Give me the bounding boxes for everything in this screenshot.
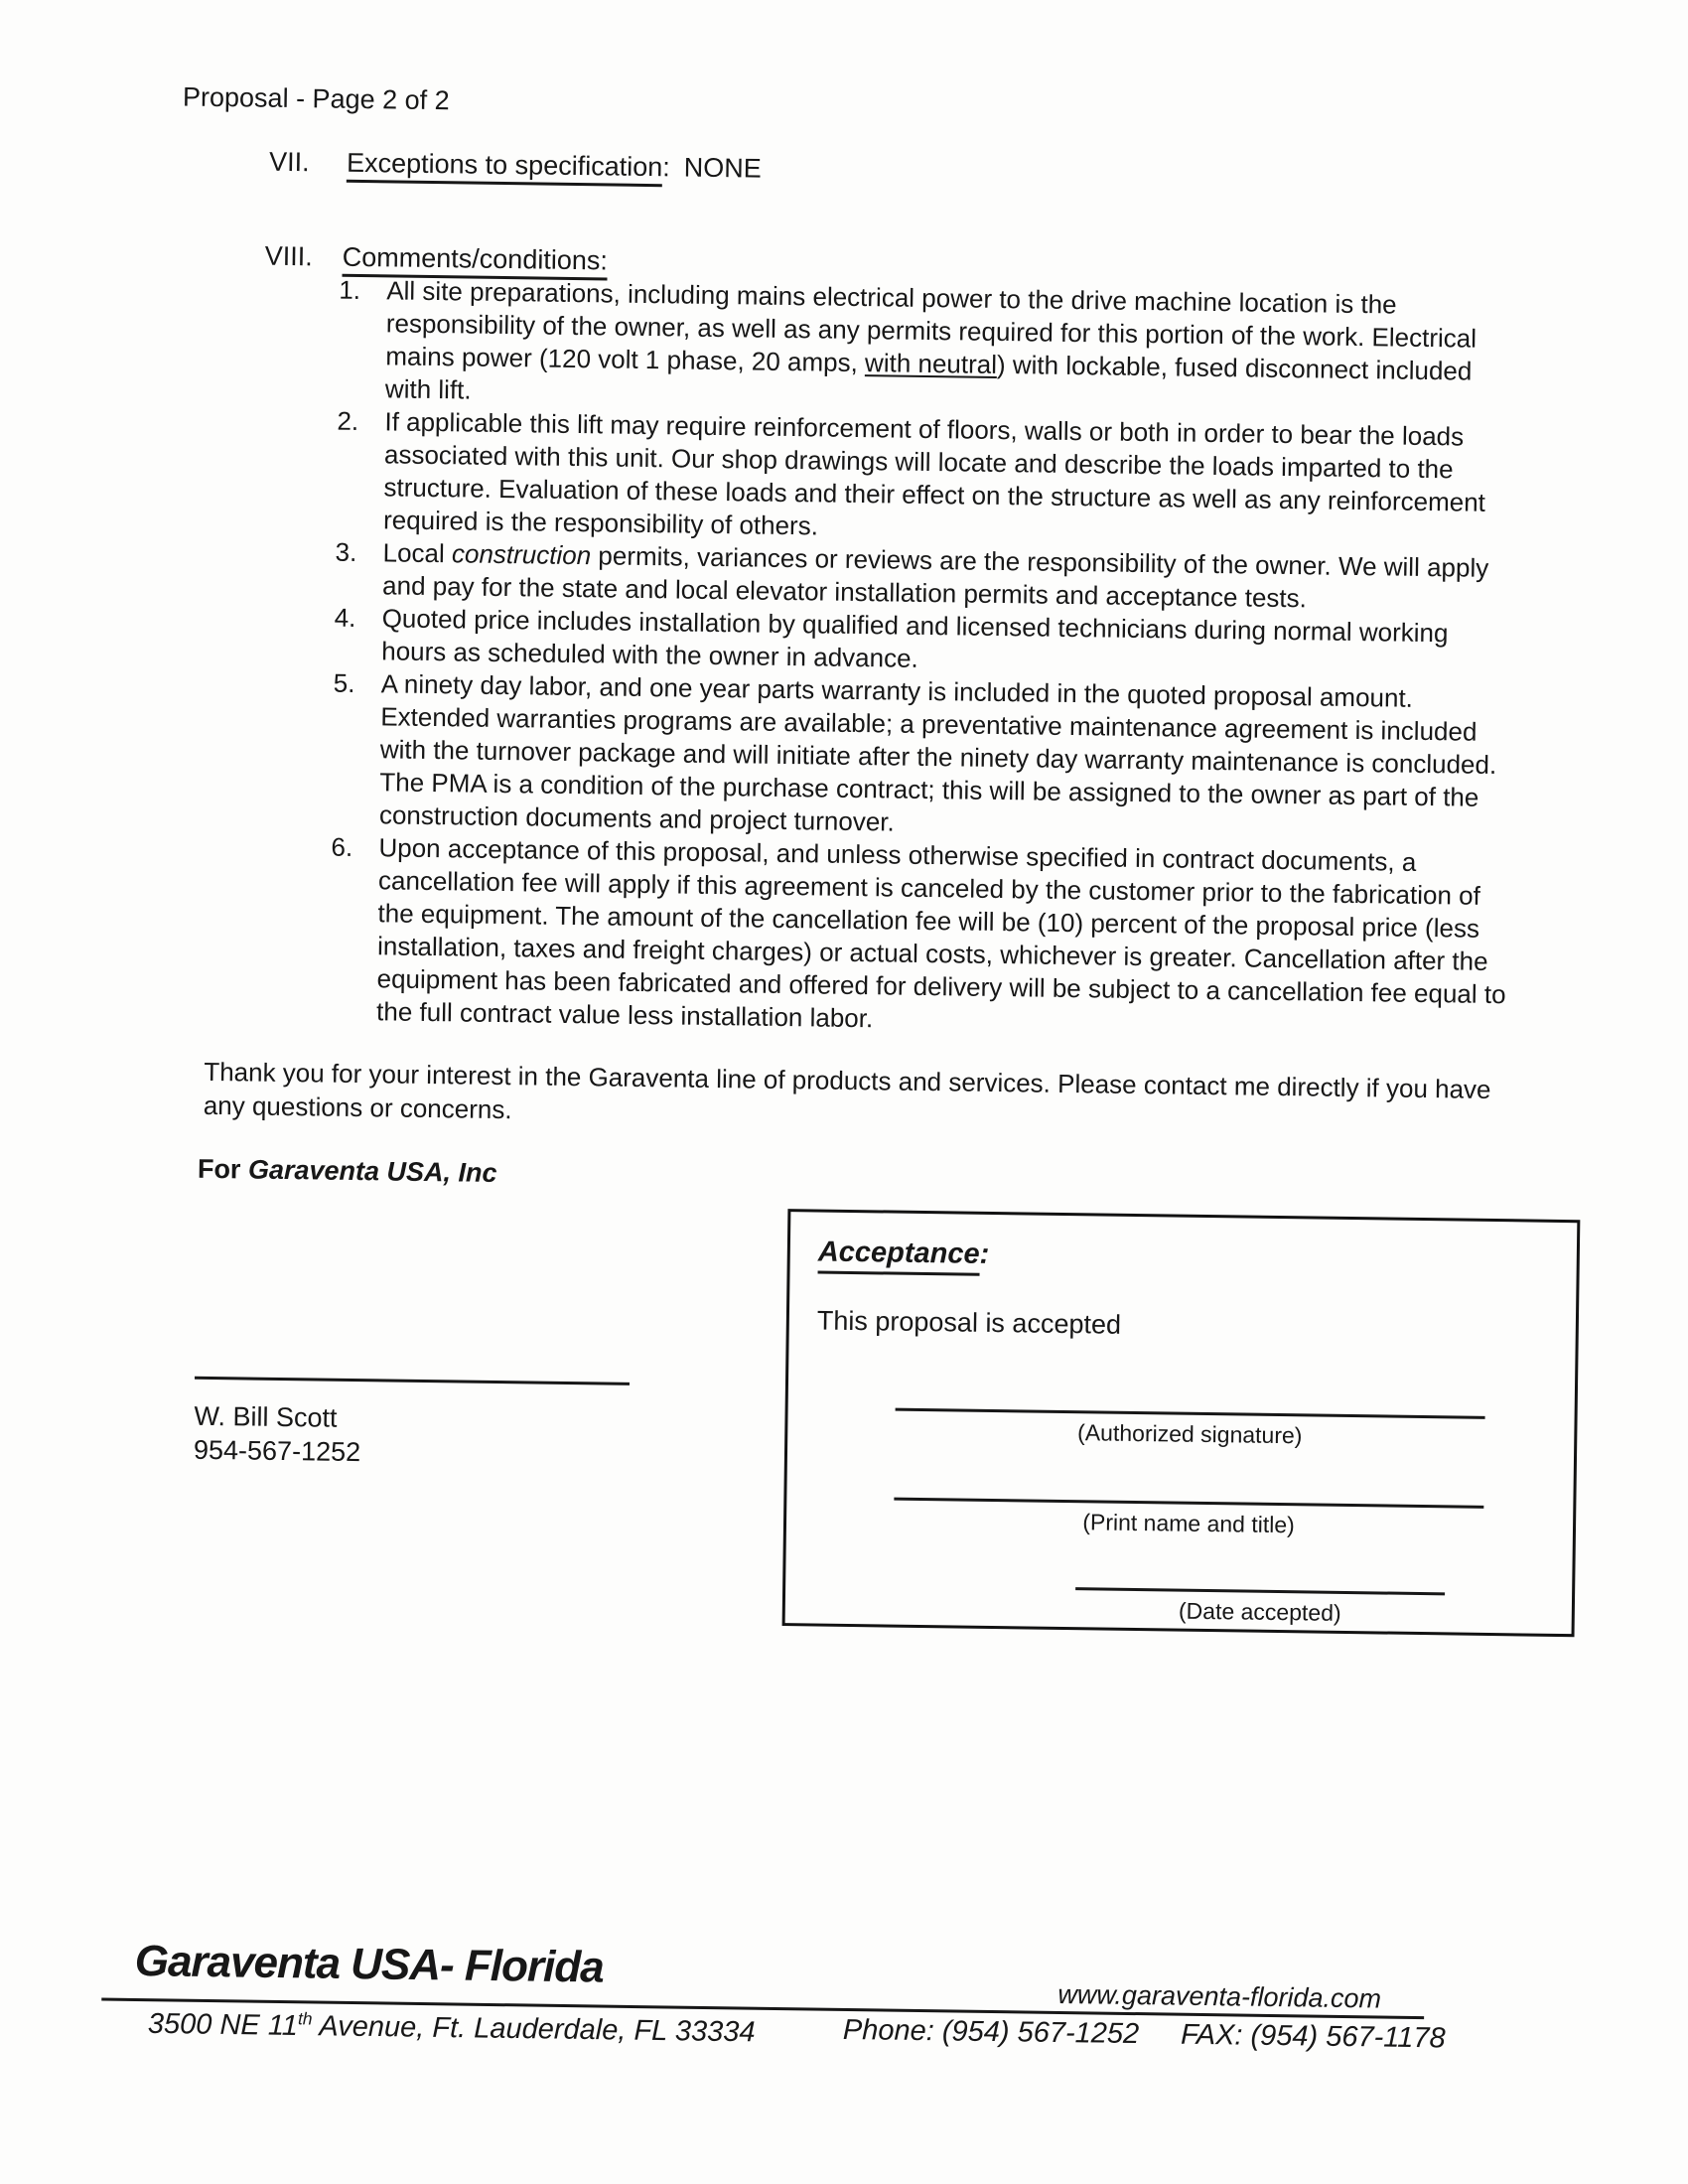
company-name: Garaventa USA, Inc xyxy=(247,1154,497,1188)
acceptance-title-colon: : xyxy=(979,1238,990,1270)
condition-item xyxy=(329,831,1513,1045)
condition-item xyxy=(332,667,1515,848)
condition-text-segment: ) with lockable, fused disconnect included with lift. xyxy=(384,349,1473,405)
acceptance-title xyxy=(818,1237,990,1271)
condition-text xyxy=(383,406,1485,540)
condition-text xyxy=(385,275,1477,404)
footer-address xyxy=(148,2006,756,2049)
condition-text xyxy=(382,537,1488,613)
condition-text-segment: Local xyxy=(382,537,453,569)
closing-paragraph: Thank you for your interest in the Garaventa line of products and services. Please contact me directly if you have any questions or concerns. xyxy=(203,1056,1491,1125)
footer-fax: FAX: (954) 567-1178 xyxy=(1180,2018,1446,2055)
condition-text-segment: A ninety day labor, and one year parts warranty is included in the quoted proposal amount. Extended warranties programs are available; a preventative maintenance agreement is included with the turnover package and will initiate after the ninety day warranty maintenance is concluded. The PMA is a condition of the purchase contract; this will be assigned to the owner as part of the construction documents and project turnover. xyxy=(378,668,1497,837)
signatory-signature-line xyxy=(195,1377,630,1385)
conditions-list xyxy=(329,274,1520,1045)
for-label: For xyxy=(197,1153,249,1185)
footer-address-number: 3500 NE 11 xyxy=(147,2007,299,2042)
condition-text xyxy=(376,832,1506,1033)
section-viii-numeral: VIII. xyxy=(264,240,314,272)
authorized-signature-label: (Authorized signature) xyxy=(1076,1419,1303,1449)
authorized-signature-field xyxy=(895,1408,1484,1452)
acceptance-box xyxy=(782,1209,1581,1637)
date-accepted-line xyxy=(1075,1587,1445,1595)
section-vii xyxy=(269,147,762,185)
section-viii xyxy=(265,241,609,277)
section-vii-colon: : xyxy=(662,152,670,183)
condition-item xyxy=(336,405,1519,553)
condition-number: 1. xyxy=(339,274,361,305)
condition-item xyxy=(338,274,1521,422)
condition-text-segment: All site preparations, including mains electrical power to the drive machine location is the responsibility of the owner, as well as any permits required for this portion of the work. Electrical mains power (120 volt 1 phase, 20 amps, xyxy=(385,275,1477,378)
print-name-field xyxy=(894,1498,1483,1541)
section-vii-value: NONE xyxy=(683,152,762,184)
condition-text-segment: Upon acceptance of this proposal, and unless otherwise specified in contract documents, a cancellation fee will apply if this agreement is canceled by the customer prior to the fabrication of the equipment. The amount of the cancellation fee will be (10) percent of the proposal price (less installation, taxes and freight charges) or actual costs, whichever is greater. Cancellation after the equipment has been fabricated and offered for delivery will be subject to a cancellation fee equal to the full contract value less installation labor. xyxy=(375,832,1506,1034)
section-vii-numeral: VII. xyxy=(268,146,310,178)
condition-text-segment: If applicable this lift may require reinforcement of floors, walls or both in order to bear the loads associated with this unit. Our shop drawings will locate and describe the loads imparted to the structure. Evaluation of these loads and their effect on the structure as well as any reinforcement required is the responsibility of others. xyxy=(382,406,1486,541)
condition-number: 2. xyxy=(337,405,359,436)
footer-phone-fax xyxy=(843,2014,1446,2055)
condition-text-segment: Quoted price includes installation by qualified and licensed technicians during normal working hours as scheduled with the owner in advance. xyxy=(381,603,1449,673)
condition-text xyxy=(379,668,1497,836)
acceptance-statement: This proposal is accepted xyxy=(816,1305,1122,1340)
footer-phone: Phone: (954) 567-1252 xyxy=(842,2013,1140,2051)
footer-address-ordinal: th xyxy=(297,2008,313,2029)
section-viii-label: Comments/conditions: xyxy=(343,242,609,281)
date-accepted-label: (Date accepted) xyxy=(1178,1597,1341,1626)
signatory-phone: 954-567-1252 xyxy=(193,1434,361,1468)
section-vii-label: Exceptions to specification xyxy=(347,148,663,187)
condition-number: 6. xyxy=(331,831,353,862)
condition-text-segment: permits, variances or reviews are the responsibility of the owner. We will apply and pay for the state and local elevator installation permits and acceptance tests. xyxy=(381,540,1489,614)
condition-number: 5. xyxy=(333,667,355,698)
footer-website: www.garaventa-florida.com xyxy=(1057,1978,1382,2014)
condition-number: 3. xyxy=(335,536,357,567)
condition-number: 4. xyxy=(334,602,356,633)
condition-text-segment: with neutral xyxy=(864,348,998,379)
signatory-name: W. Bill Scott xyxy=(194,1400,338,1433)
footer-address-rest: Avenue, Ft. Lauderdale, FL 33334 xyxy=(312,2010,756,2049)
date-accepted-field xyxy=(1075,1587,1445,1628)
condition-text-segment: construction xyxy=(451,538,592,571)
print-name-label: (Print name and title) xyxy=(1082,1509,1295,1538)
footer-company-name: Garaventa USA- Florida xyxy=(134,1936,605,1992)
page-header: Proposal - Page 2 of 2 xyxy=(182,81,450,116)
for-company-line xyxy=(198,1154,497,1189)
acceptance-title-text: Acceptance xyxy=(818,1237,980,1276)
